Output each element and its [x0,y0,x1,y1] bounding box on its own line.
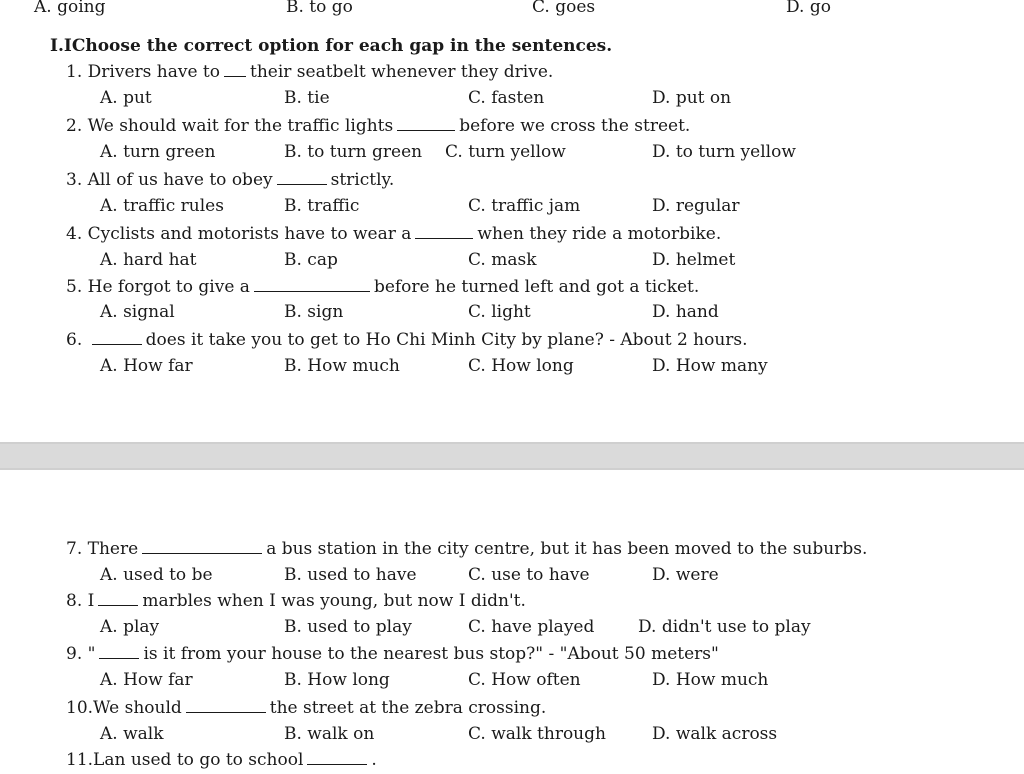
question-text-pre: Cyclists and motorists have to wear a [87,224,412,244]
question-text-pre: I [87,591,95,611]
q7-option-b: B. used to have [284,565,417,585]
answer-gap [186,698,266,713]
q2-option-b: B. to turn green [284,142,423,162]
question-text-post: does it take you to get to Ho Chi Minh City by plane? - About 2 hours. [145,330,748,350]
question-text-pre: All of us have to obey [87,170,273,190]
q7-option-d: D. were [652,565,719,585]
question-text-post: when they ride a motorbike. [477,224,722,244]
page-divider [0,444,1024,468]
q2-option-a: A. turn green [100,142,216,162]
q7-option-a: A. used to be [100,565,213,585]
question-4 [66,224,721,244]
q8-option-b: B. used to play [284,617,412,637]
question-text-post: before he turned left and got a ticket. [373,277,700,297]
question-text-post: . [371,750,377,770]
question-number: 7. [66,539,83,559]
question-9 [66,644,719,664]
q9-option-b: B. How long [284,670,390,690]
question-10 [66,698,546,718]
q4-option-b: B. cap [284,250,338,270]
q2-option-c: C. turn yellow [445,142,566,162]
question-text-pre: " [87,644,96,664]
question-number: 2. [66,116,83,136]
question-text-pre: We should wait for the traffic lights [87,116,394,136]
q6-option-b: B. How much [284,356,400,376]
question-number: 9. [66,644,83,664]
q2-option-d: D. to turn yellow [652,142,796,162]
answer-gap [92,330,142,345]
answer-gap [224,62,246,77]
q3-option-b: B. traffic [284,196,360,216]
top-option-b: B. to go [286,0,353,17]
q10-option-c: C. walk through [468,724,606,744]
question-text-post: their seatbelt whenever they drive. [249,62,554,82]
q9-option-c: C. How often [468,670,581,690]
answer-gap [277,170,327,185]
question-text-pre: Drivers have to [87,62,220,82]
question-number: 10. [66,698,94,718]
question-11 [66,750,377,770]
question-text-post: is it from your house to the nearest bus stop?" - "About 50 meters" [143,644,719,664]
q10-option-a: A. walk [100,724,164,744]
q1-option-a: A. put [100,88,152,108]
q6-option-c: C. How long [468,356,574,376]
q4-option-a: A. hard hat [100,250,197,270]
question-2 [66,116,690,136]
question-text-pre: He forgot to give a [87,277,250,297]
q6-option-a: A. How far [100,356,193,376]
question-number: 4. [66,224,83,244]
q3-option-c: C. traffic jam [468,196,581,216]
question-text-post: marbles when I was young, but now I didn't. [142,591,526,611]
question-1 [66,62,553,82]
question-text-pre: We should [93,698,182,718]
question-number: 11. [66,750,94,770]
question-number: 8. [66,591,83,611]
question-number: 3. [66,170,83,190]
question-text-pre: Lan used to go to school [93,750,304,770]
question-7 [66,539,867,559]
q4-option-c: C. mask [468,250,537,270]
q3-option-a: A. traffic rules [100,196,224,216]
top-option-c: C. goes [532,0,596,17]
question-number: 1. [66,62,83,82]
q1-option-b: B. tie [284,88,330,108]
answer-gap [397,116,455,131]
section-heading: I.IChoose the correct option for each gap in the sentences. [50,36,613,56]
answer-gap [307,750,367,765]
answer-gap [99,644,139,659]
question-number: 5. [66,277,83,297]
q4-option-d: D. helmet [652,250,736,270]
q1-option-d: D. put on [652,88,732,108]
worksheet-bottom-section [0,468,1024,774]
question-text-post: strictly. [330,170,395,190]
q8-option-c: C. have played [468,617,595,637]
question-text-post: a bus station in the city centre, but it has been moved to the suburbs. [266,539,868,559]
question-6 [66,330,748,350]
q9-option-a: A. How far [100,670,193,690]
answer-gap [142,539,262,554]
answer-gap [98,591,138,606]
q1-option-c: C. fasten [468,88,545,108]
q5-option-b: B. sign [284,302,344,322]
question-8 [66,591,526,611]
q5-option-d: D. hand [652,302,719,322]
q5-option-a: A. signal [100,302,175,322]
question-3 [66,170,394,190]
q6-option-d: D. How many [652,356,768,376]
top-option-a: A. going [34,0,106,17]
top-option-d: D. go [786,0,831,17]
q7-option-c: C. use to have [468,565,590,585]
q8-option-a: A. play [100,617,160,637]
question-5 [66,277,699,297]
question-number: 6. [66,330,83,350]
q3-option-d: D. regular [652,196,740,216]
q9-option-d: D. How much [652,670,769,690]
answer-gap [254,277,370,292]
question-text-post: the street at the zebra crossing. [269,698,547,718]
q8-option-d: D. didn't use to play [638,617,811,637]
answer-gap [415,224,473,239]
q10-option-b: B. walk on [284,724,375,744]
question-text-pre: There [87,539,139,559]
q5-option-c: C. light [468,302,531,322]
question-text-post: before we cross the street. [459,116,691,136]
q10-option-d: D. walk across [652,724,778,744]
